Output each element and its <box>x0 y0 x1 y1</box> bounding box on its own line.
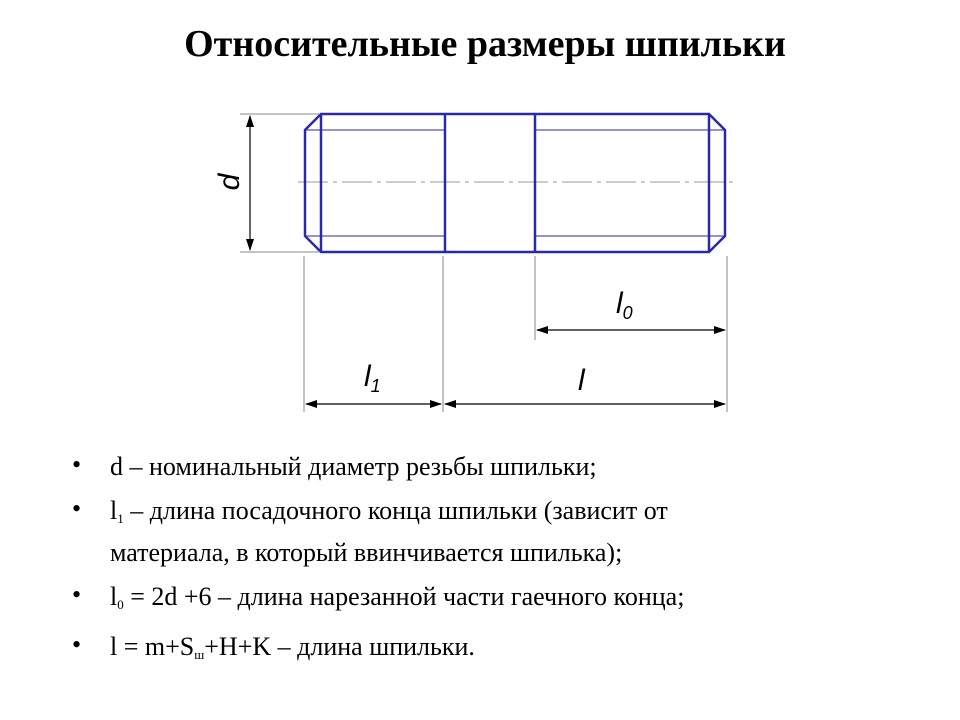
definitions-list <box>72 446 932 668</box>
bullet-l0: • $l_0 = 2d +6$ – длина нарезанной части гаечного конца; <box>72 576 932 618</box>
dim-l1-label: $l_1$ <box>364 360 381 396</box>
bullet-l: • $l = m+S_ш+H+K$ – длина шпильки. <box>72 626 932 668</box>
bullet-d: • d – номинальный диаметр резьбы шпильки; <box>72 446 932 488</box>
extension-lines <box>240 114 727 412</box>
dim-d-label: d <box>213 173 246 191</box>
bullet-l1: • $l_1$ – длина посадочного конца шпильки (зависит от материала, в который ввинчивается шпилька); <box>72 490 932 574</box>
dim-l-label: l <box>578 364 585 397</box>
dim-l0-label: $l_0$ <box>616 287 633 323</box>
stud-body <box>305 114 725 252</box>
thread-lines <box>305 130 725 236</box>
slide-title: Относительные размеры шпильки <box>184 23 786 65</box>
